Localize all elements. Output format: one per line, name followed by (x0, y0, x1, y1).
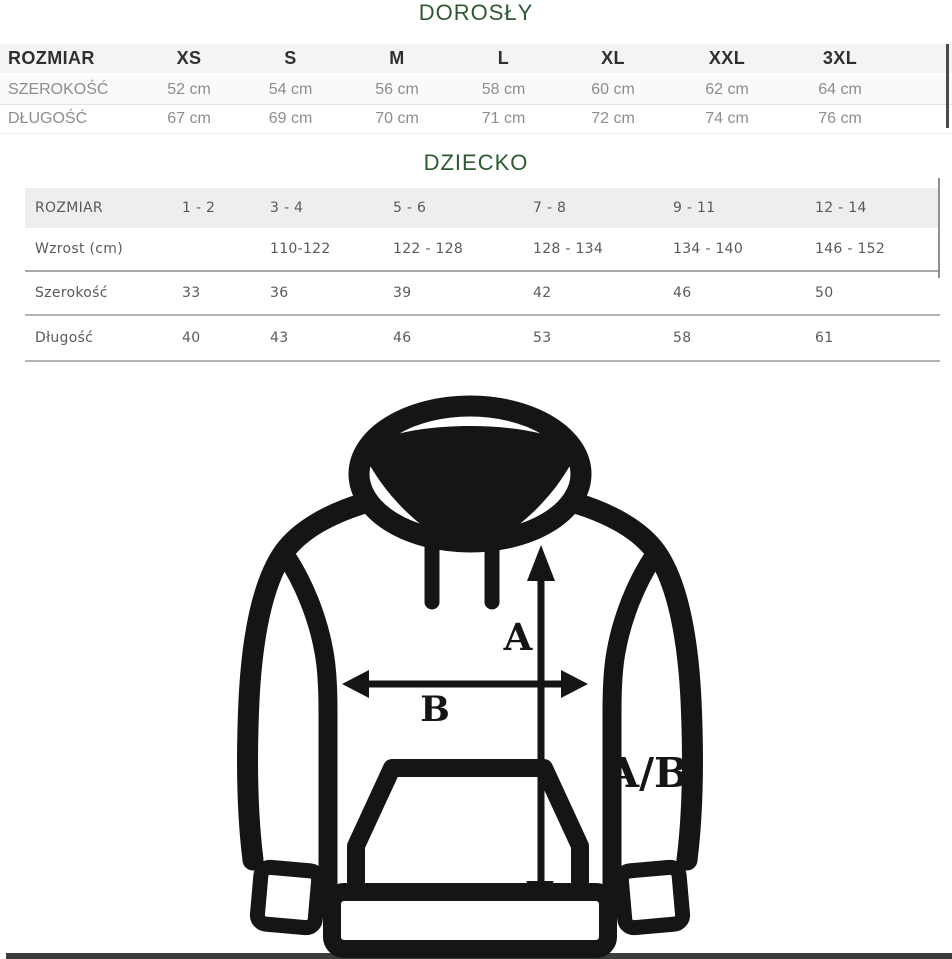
column-header: ROZMIAR (8, 48, 95, 68)
table-cell: 122 - 128 (393, 241, 464, 257)
column-header: M (389, 48, 405, 68)
table-cell: 61 (815, 330, 834, 346)
row-label: ROZMIAR (35, 200, 103, 216)
right-sleeve-outline (572, 502, 692, 860)
column-header: S (284, 48, 297, 68)
waistband (332, 892, 608, 949)
row-label: Wzrost (cm) (35, 241, 123, 257)
table-cell: 128 - 134 (533, 241, 604, 257)
arrow-b-right-head (561, 670, 588, 698)
table-cell: 146 - 152 (815, 241, 886, 257)
table-cell: 60 cm (591, 81, 635, 98)
column-header: XXL (708, 48, 746, 68)
table-cell: 9 - 11 (673, 200, 716, 216)
table-cell: 39 (393, 285, 412, 301)
table-cell: 56 cm (375, 81, 419, 98)
measurement-label-a: A (503, 615, 533, 659)
column-header: XL (601, 48, 625, 68)
table-cell: 58 (673, 330, 692, 346)
right-cuff (621, 867, 684, 929)
arrow-b-left-head (342, 670, 369, 698)
row-label: Szerokość (35, 285, 108, 301)
table-cell: 70 cm (375, 110, 419, 127)
table-cell: 46 (673, 285, 692, 301)
table-cell: 3 - 4 (270, 200, 304, 216)
row-label: SZEROKOŚĆ (8, 81, 109, 98)
table-cell: 72 cm (591, 110, 635, 127)
table-cell: 42 (533, 285, 552, 301)
row-label: DŁUGOŚĆ (8, 110, 88, 127)
table-cell: 52 cm (167, 81, 211, 98)
adult-section-title: DOROSŁY (418, 0, 534, 25)
left-cuff (257, 867, 320, 929)
table-cell: 40 (182, 330, 201, 346)
table-cell: 1 - 2 (182, 200, 216, 216)
table-cell: 36 (270, 285, 289, 301)
arrow-a-up-head (527, 545, 555, 581)
table-cell: 46 (393, 330, 412, 346)
column-header: XS (176, 48, 202, 68)
table-cell: 69 cm (268, 110, 313, 127)
table-cell: 62 cm (705, 81, 749, 98)
left-body-edge (286, 556, 328, 890)
table-cell: 33 (182, 285, 201, 301)
table-cell: 5 - 6 (393, 200, 427, 216)
table-cell: 71 cm (481, 110, 526, 127)
table-cell: 58 cm (481, 81, 526, 98)
table-cell: 54 cm (268, 81, 313, 98)
right-body-edge (612, 556, 654, 890)
table-cell: 76 cm (818, 110, 862, 127)
table-cell: 74 cm (705, 110, 749, 127)
table-cell: 12 - 14 (815, 200, 867, 216)
child-section-title: DZIECKO (423, 150, 529, 175)
row-label: Długość (35, 330, 94, 346)
pocket-outline (356, 768, 580, 892)
table-cell: 134 - 140 (673, 241, 744, 257)
table-cell: 7 - 8 (533, 200, 567, 216)
table-cell: 67 cm (167, 110, 211, 127)
measurement-label-b: B (420, 689, 450, 730)
table-cell: 53 (533, 330, 552, 346)
measurement-label-ab: A/B (607, 749, 689, 797)
column-header: L (497, 48, 510, 68)
column-header: 3XL (822, 48, 858, 68)
table-cell: 43 (270, 330, 289, 346)
table-cell: 50 (815, 285, 834, 301)
table-cell: 110-122 (270, 241, 331, 257)
table-cell: 64 cm (818, 81, 862, 98)
